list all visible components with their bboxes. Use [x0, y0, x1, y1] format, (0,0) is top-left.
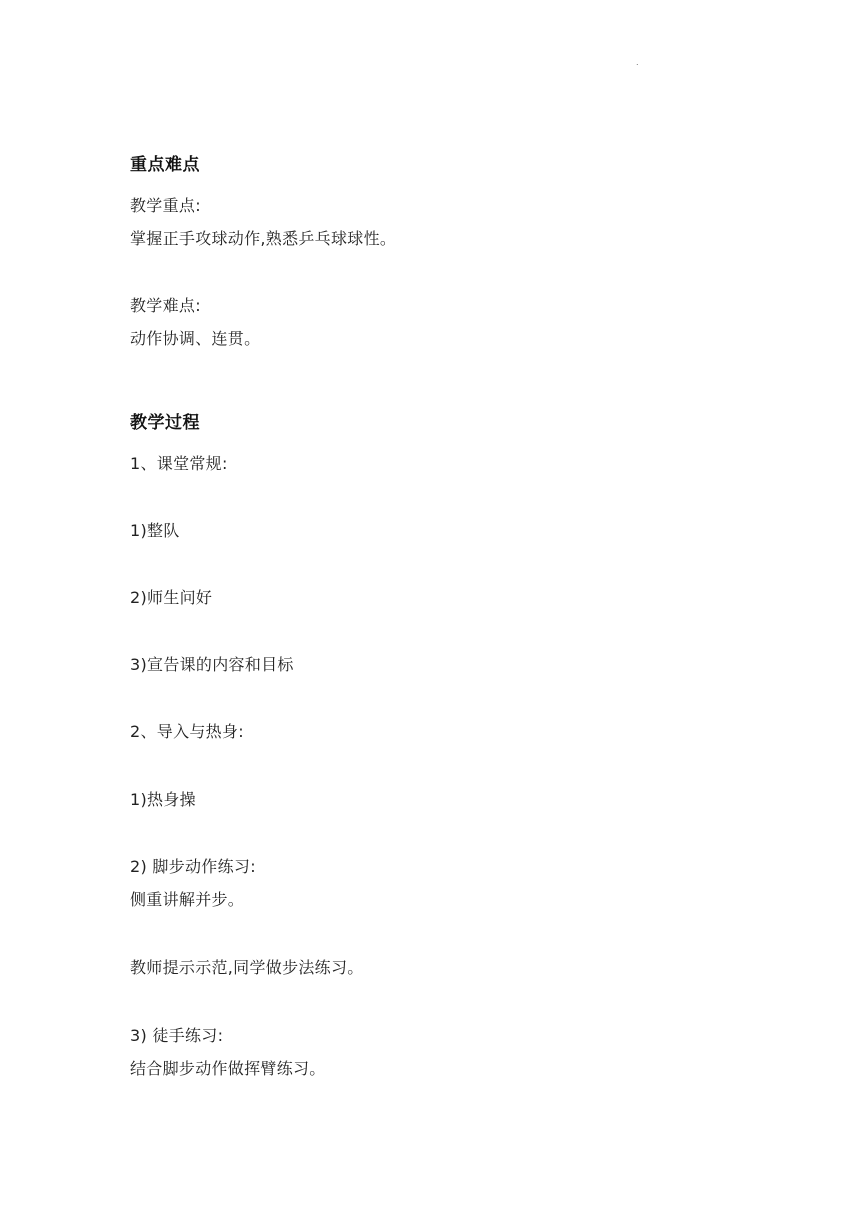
step1-item: 1)整队 [130, 521, 180, 540]
step1-item: 2)师生问好 [130, 588, 213, 607]
step2-freehand-title: 3) 徒手练习: [130, 1026, 224, 1045]
section-heading-key-points: 重点难点 [130, 155, 200, 175]
section-heading-process: 教学过程 [130, 413, 200, 433]
step2-title: 2、导入与热身: [130, 722, 244, 741]
teaching-difficulty-text: 动作协调、连贯。 [130, 329, 261, 348]
step1-title: 1、课堂常规: [130, 454, 228, 473]
step2-item-warmup: 1)热身操 [130, 790, 196, 809]
step2-footwork-line: 侧重讲解并步。 [130, 890, 245, 909]
step2-freehand-line: 结合脚步动作做挥臂练习。 [130, 1059, 326, 1078]
step2-footwork-title: 2) 脚步动作练习: [130, 857, 256, 876]
teaching-focus-label: 教学重点: [130, 196, 201, 215]
teaching-focus-text: 掌握正手攻球动作,熟悉乒乓球球性。 [130, 229, 397, 248]
step1-item: 3)宣告课的内容和目标 [130, 655, 294, 674]
header-mark: . [636, 58, 639, 67]
teaching-difficulty-label: 教学难点: [130, 296, 201, 315]
step2-footwork-line: 教师提示示范,同学做步法练习。 [130, 958, 364, 977]
